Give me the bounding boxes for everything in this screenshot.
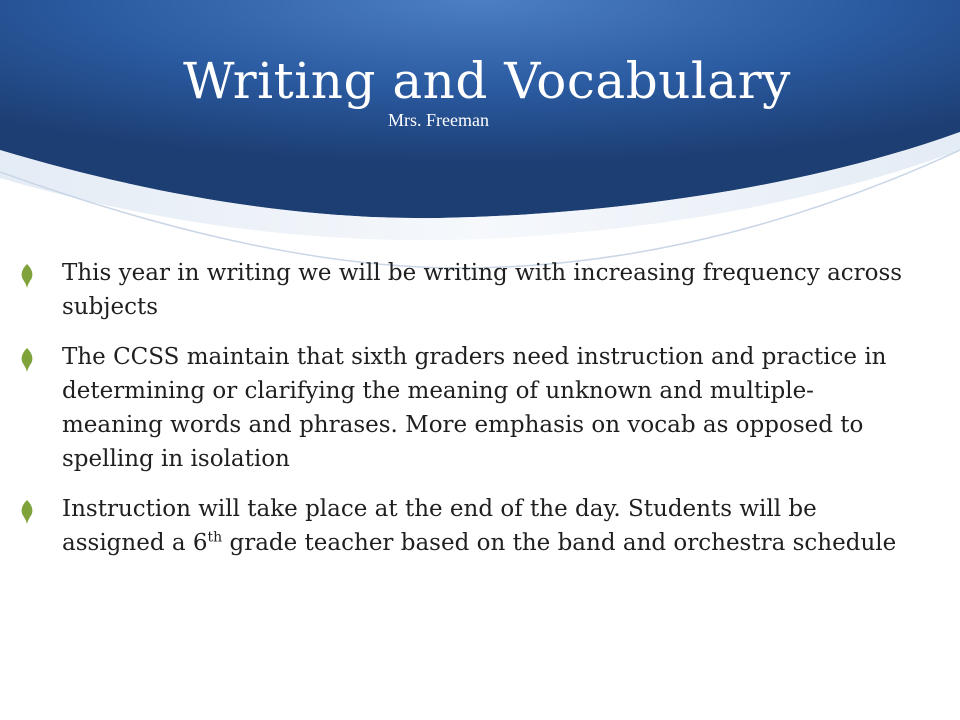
bullet-item <box>20 256 940 324</box>
fleur-leaf-icon <box>20 348 34 372</box>
bullet-item <box>20 492 940 560</box>
bullet-text-part: Instruction will take place at the end of the day. Students will be assigned a 6 <box>62 496 817 556</box>
fleur-leaf-icon <box>20 500 34 524</box>
ordinal-suffix: th <box>207 529 223 546</box>
fleur-leaf-icon <box>20 264 34 288</box>
slide-subtitle: Mrs. Freeman <box>388 110 489 130</box>
bullet-text: This year in writing we will be writing with increasing frequency across subjects <box>62 260 903 320</box>
bullet-text-part: grade teacher based on the band and orchestra schedule <box>222 530 897 556</box>
bullet-text: The CCSS maintain that sixth graders need instruction and practice in determining or clarifying the meaning of unknown and multiple-meaning words and phrases. More emphasis on vocab as opposed to spelling in isolation <box>62 344 887 472</box>
header-background <box>0 0 960 290</box>
bullet-list <box>20 256 940 576</box>
bullet-text <box>62 492 912 560</box>
bullet-item <box>20 340 940 476</box>
slide-title: Writing and Vocabulary <box>183 52 791 110</box>
title-block <box>0 52 960 131</box>
